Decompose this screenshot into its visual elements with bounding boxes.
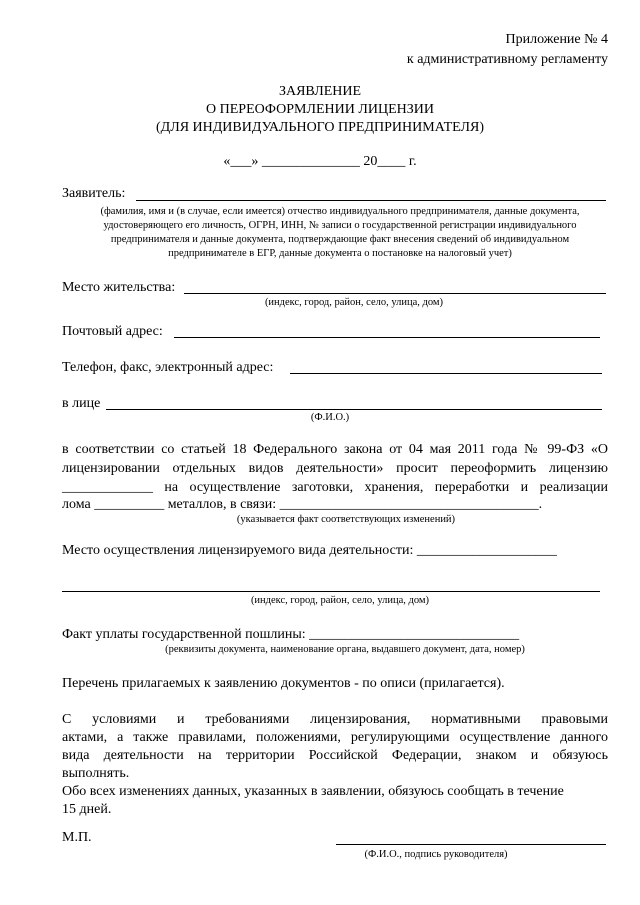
conditions-line-2: актами, а также правилами, положениями, регулирующими осуществление данного	[62, 730, 608, 745]
contacts-label: Телефон, факс, электронный адрес:	[62, 360, 274, 375]
appendix-number: Приложение № 4	[505, 32, 608, 47]
activity-place-hint: (индекс, город, район, село, улица, дом)	[250, 595, 430, 606]
representative-hint: (Ф.И.О.)	[310, 412, 350, 423]
body-line-4: лома __________ металлов, в связи: _____________________________________.	[62, 497, 543, 512]
applicant-label: Заявитель:	[62, 186, 126, 201]
doc-title: ЗАЯВЛЕНИЕ	[278, 84, 362, 99]
applicant-hint-2: удостоверяющего его личность, ОГРН, ИНН, № записи о государственной регистрации индивидуального	[103, 220, 577, 231]
body-line-2: лицензировании отдельных видов деятельности» просит переоформить лицензию	[62, 461, 608, 476]
doc-title-line3: (ДЛЯ ИНДИВИДУАЛЬНОГО ПРЕДПРИНИМАТЕЛЯ)	[155, 120, 485, 135]
residence-hint: (индекс, город, район, село, улица, дом)	[264, 297, 444, 308]
date-line: «___» ______________ 20____ г.	[223, 154, 417, 169]
changes-line-2: 15 дней.	[62, 802, 112, 817]
body-line-1: в соответствии со статьей 18 Федерального закона от 04 мая 2011 года № 99-ФЗ «О	[62, 442, 608, 457]
representative-label: в лице	[62, 396, 101, 411]
postal-field-line[interactable]	[174, 337, 600, 338]
applicant-field-line[interactable]	[136, 200, 606, 201]
postal-label: Почтовый адрес:	[62, 324, 163, 339]
activity-place-field-line[interactable]	[62, 591, 600, 592]
applicant-hint-3: предпринимателя и данные документа, подтверждающие факт внесения сведений об индивидуальном	[110, 234, 570, 245]
regulation-reference: к административному регламенту	[406, 52, 608, 67]
signature-hint: (Ф.И.О., подпись руководителя)	[364, 849, 508, 860]
applicant-hint-4: предпринимателе в ЕГР, данные документа о постановке на налоговый учет)	[168, 248, 512, 259]
residence-field-line[interactable]	[184, 293, 606, 294]
stamp-place: М.П.	[62, 830, 92, 845]
body-hint: (указывается факт соответствующих изменений)	[236, 514, 456, 525]
applicant-hint-1: (фамилия, имя и (в случае, если имеется) отчество индивидуального предпринимателя, данные документа,	[100, 206, 580, 217]
conditions-line-3: вида деятельности на территории Российской Федерации, знаком и обязуюсь	[62, 748, 608, 763]
representative-field-line[interactable]	[106, 409, 602, 410]
conditions-line-4: выполнять.	[62, 766, 130, 781]
conditions-line-1: С условиями и требованиями лицензирования, нормативными правовыми	[62, 712, 608, 727]
doc-title-line2: О ПЕРЕОФОРМЛЕНИИ ЛИЦЕНЗИИ	[206, 102, 434, 117]
changes-line-1: Обо всех изменениях данных, указанных в заявлении, обязуюсь сообщать в течение	[62, 784, 564, 799]
signature-line[interactable]	[336, 844, 606, 845]
fee-hint: (реквизиты документа, наименование органа, выдавшего документ, дата, номер)	[165, 644, 525, 655]
attachments-note: Перечень прилагаемых к заявлению документов - по описи (прилагается).	[62, 676, 505, 691]
body-line-3: _____________ на осуществление заготовки, хранения, переработки и реализации	[62, 480, 608, 495]
activity-place-label: Место осуществления лицензируемого вида деятельности: ____________________	[62, 543, 557, 558]
fee-label: Факт уплаты государственной пошлины: ______________________________	[62, 627, 520, 642]
contacts-field-line[interactable]	[290, 373, 602, 374]
residence-label: Место жительства:	[62, 280, 176, 295]
